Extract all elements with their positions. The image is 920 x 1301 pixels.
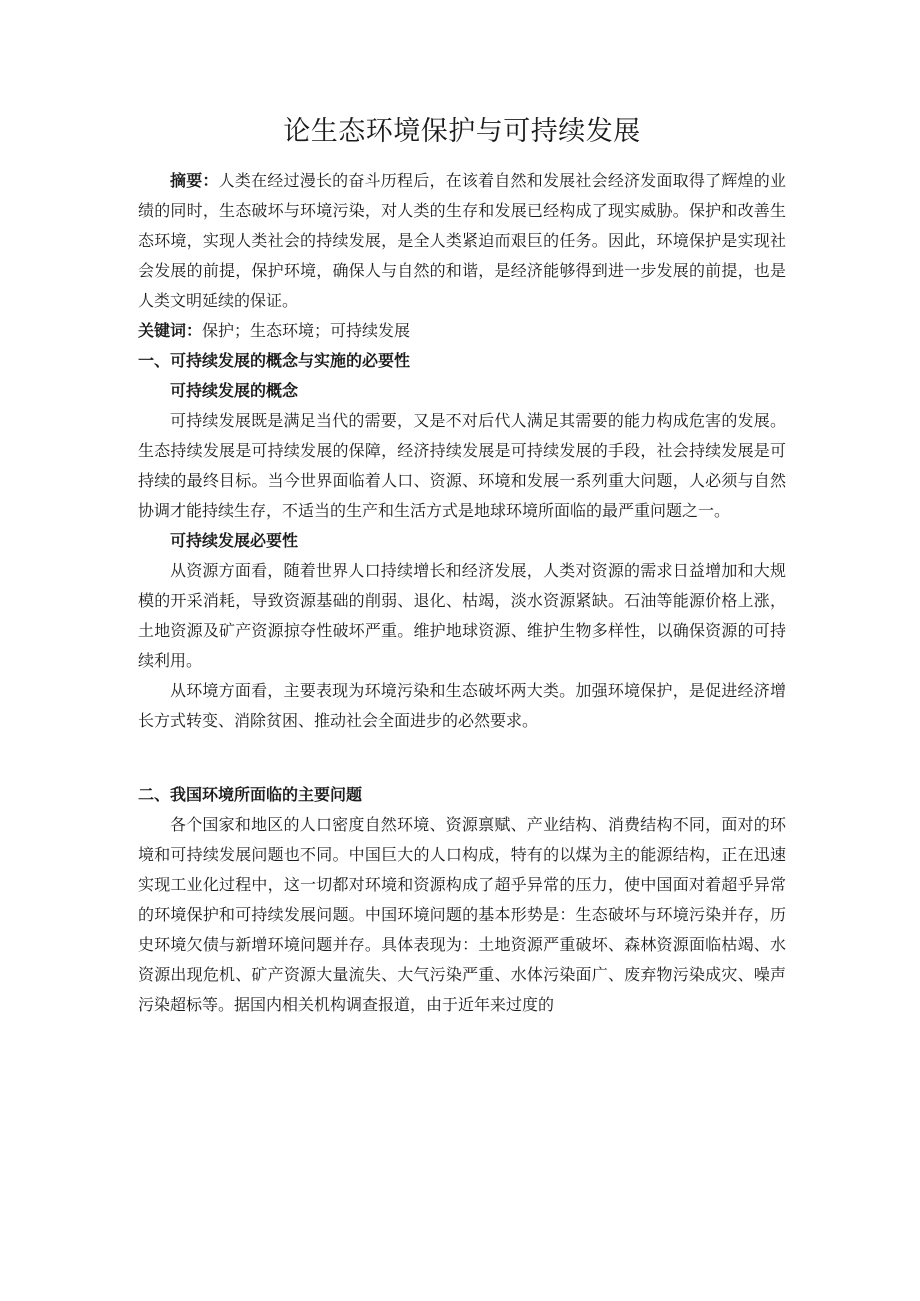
section-1-heading: 一、可持续发展的概念与实施的必要性 [138, 351, 411, 370]
document-title: 论生态环境保护与可持续发展 [283, 116, 641, 147]
keywords-label: 关键词： [138, 321, 203, 340]
section-1-sub-1-paragraph: 可持续发展既是满足当代的需要，又是不对后代人满足其需要的能力构成危害的发展。生态持续发展是可持续发展的保障，经济持续发展是可持续发展的手段，社会持续发展是可持续的最终目标。当今世界面临着人口、资源、环境和发展一系列重大问题，人必须与自然协调才能持续生存，不适当的生产和生活方式是地球环境所面临的最严重问题之一。 [138, 411, 786, 520]
abstract-label: 摘要： [170, 171, 219, 190]
section-1-sub-2-heading: 可持续发展必要性 [170, 531, 299, 550]
section-2-paragraph-1: 各个国家和地区的人口密度自然环境、资源禀赋、产业结构、消费结构不同，面对的环境和可持续发展问题也不同。中国巨大的人口构成，特有的以煤为主的能源结构，正在迅速实现工业化过程中，这一切都对环境和资源构成了超乎异常的压力，使中国面对着超乎异常的环境保护和可持续发展问题。中国环境问题的基本形势是：生态破坏与环境污染并存，历史环境欠债与新增环境问题并存。具体表现为：土地资源严重破坏、森林资源面临枯竭、水资源出现危机、矿产资源大量流失、大气污染严重、水体污染面广、废弃物污染成灾、噪声污染超标等。据国内相关机构调查报道，由于近年来过度的 [138, 815, 786, 1014]
keywords-text: 保护；生态环境；可持续发展 [202, 321, 411, 340]
keywords-line [138, 316, 786, 346]
section-2-heading: 二、我国环境所面临的主要问题 [138, 785, 363, 804]
section-1-sub-1-heading: 可持续发展的概念 [170, 381, 299, 400]
section-1-sub-2-paragraph-2: 从环境方面看，主要表现为环境污染和生态破坏两大类。加强环境保护，是促进经济增长方式转变、消除贫困、推动社会全面进步的必然要求。 [138, 681, 786, 730]
section-1-sub-2-paragraph-1: 从资源方面看，随着世界人口持续增长和经济发展，人类对资源的需求日益增加和大规模的开采消耗，导致资源基础的削弱、退化、枯竭，淡水资源紧缺。石油等能源价格上涨，土地资源及矿产资源掠夺性破坏严重。维护地球资源、维护生物多样性，以确保资源的可持续利用。 [138, 561, 786, 670]
abstract-paragraph [138, 166, 786, 316]
abstract-text: 人类在经过漫长的奋斗历程后，在该着自然和发展社会经济发面取得了辉煌的业绩的同时，生态破坏与环境污染，对人类的生存和发展已经构成了现实威胁。保护和改善生态环境，实现人类社会的持续发展，是全人类紧迫而艰巨的任务。因此，环境保护是实现社会发展的前提，保护环境，确保人与自然的和谐，是经济能够得到进一步发展的前提，也是人类文明延续的保证。 [138, 171, 786, 310]
document-page [138, 112, 786, 1020]
section-spacer [138, 736, 786, 780]
